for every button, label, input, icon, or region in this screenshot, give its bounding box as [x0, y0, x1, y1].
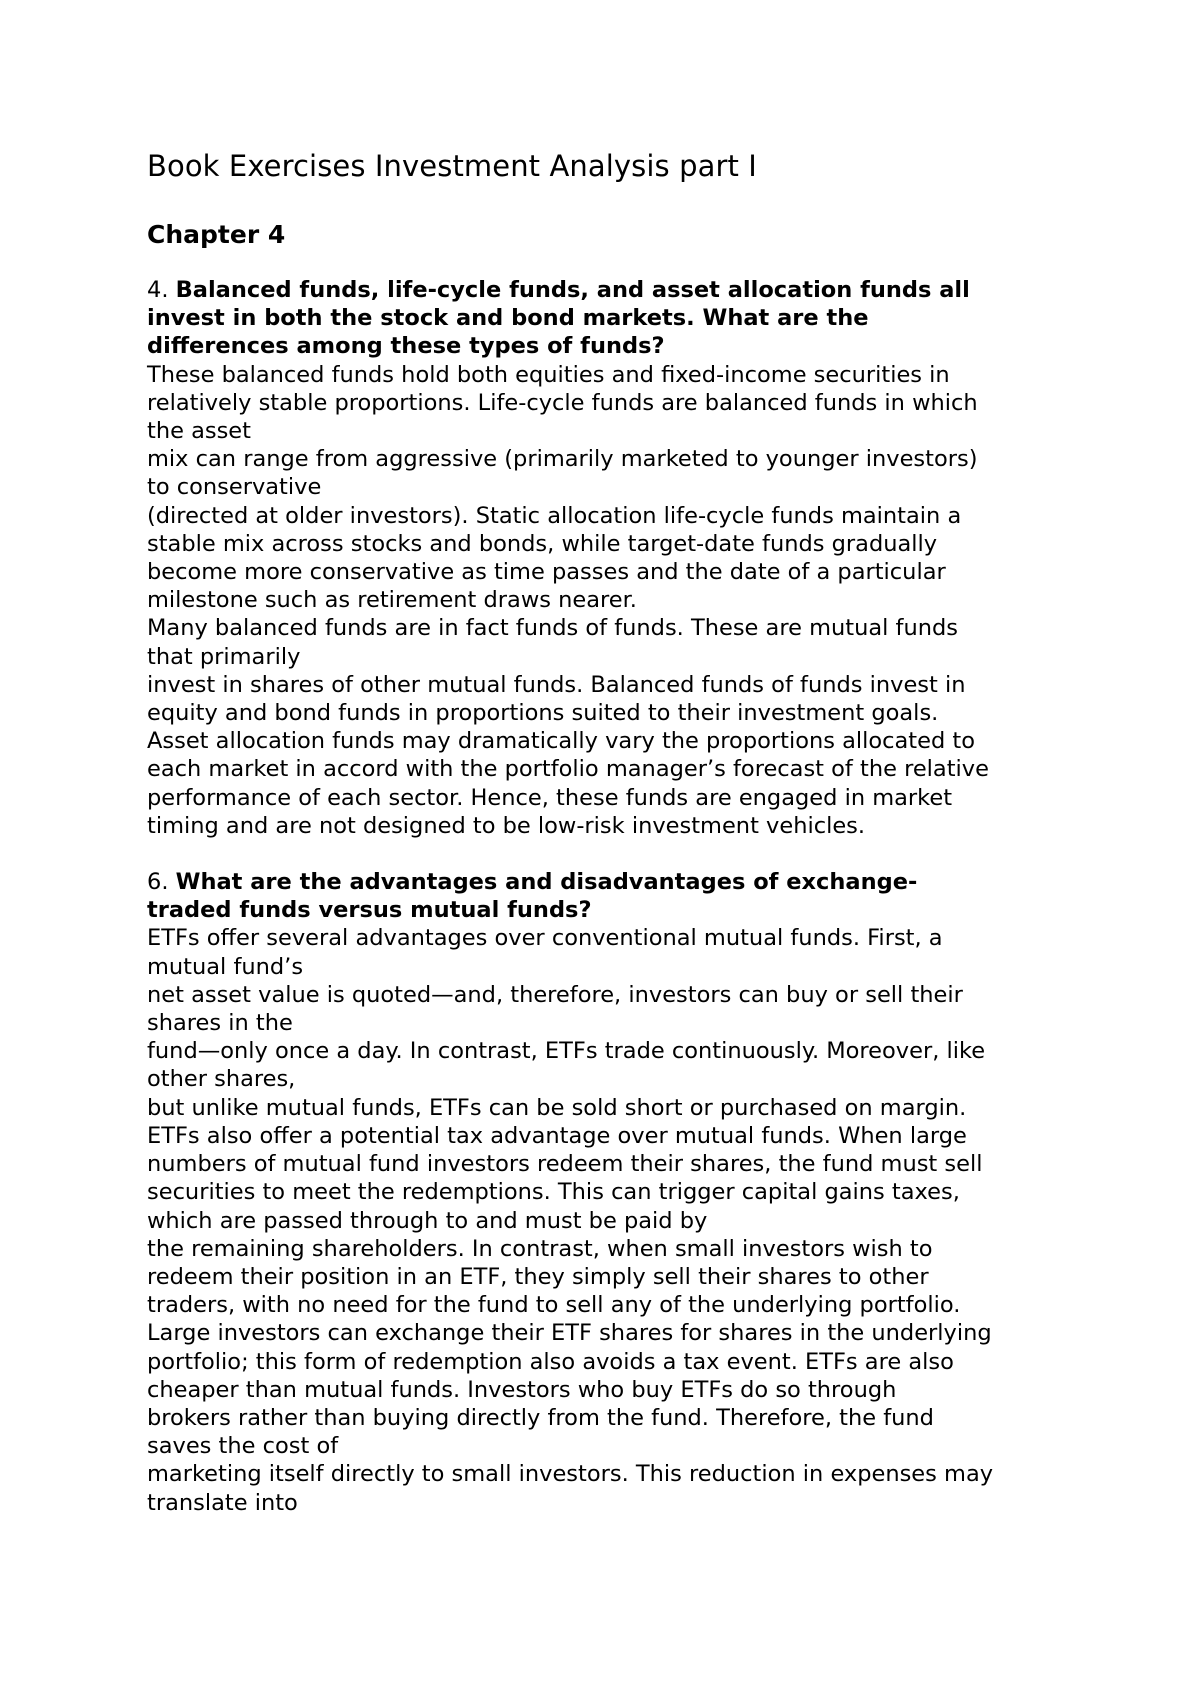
answer-line: These balanced funds hold both equities and fixed-income securities in — [147, 361, 950, 388]
question-section-4 — [147, 276, 1087, 840]
answer-line: stable mix across stocks and bonds, while target-date funds gradually — [147, 530, 938, 557]
answer-line: timing and are not designed to be low-risk investment vehicles. — [147, 812, 866, 839]
answer-line: ETFs offer several advantages over conventional mutual funds. First, a — [147, 925, 943, 952]
document-title: Book Exercises Investment Analysis part I — [147, 149, 757, 183]
question-4 — [147, 276, 1087, 361]
question-line: traded funds versus mutual funds? — [147, 897, 592, 924]
answer-4 — [147, 361, 1087, 840]
answer-line: redeem their position in an ETF, they simply sell their shares to other — [147, 1263, 929, 1290]
question-number: 4. — [147, 277, 176, 303]
answer-line: saves the cost of — [147, 1433, 339, 1460]
question-line: differences among these types of funds? — [147, 333, 665, 360]
answer-line: performance of each sector. Hence, these funds are engaged in market — [147, 784, 953, 811]
answer-line: become more conservative as time passes and the date of a particular — [147, 559, 946, 586]
question-text: What are the advantages and disadvantages of exchange- — [175, 869, 918, 896]
answer-line: translate into — [147, 1489, 298, 1516]
answer-line: brokers rather than buying directly from the fund. Therefore, the fund — [147, 1404, 934, 1431]
answer-line: to conservative — [147, 474, 322, 501]
answer-line: fund—only once a day. In contrast, ETFs trade continuously. Moreover, like — [147, 1038, 986, 1065]
answer-line: milestone such as retirement draws nearer. — [147, 587, 637, 614]
answer-line: the asset — [147, 418, 251, 445]
answer-line: net asset value is quoted—and, therefore, investors can buy or sell their — [147, 981, 963, 1008]
answer-line: cheaper than mutual funds. Investors who buy ETFs do so through — [147, 1376, 897, 1403]
answer-line: shares in the — [147, 1010, 293, 1037]
answer-line: (directed at older investors). Static allocation life-cycle funds maintain a — [147, 502, 962, 529]
answer-line: but unlike mutual funds, ETFs can be sold short or purchased on margin. — [147, 1094, 967, 1121]
answer-line: Large investors can exchange their ETF shares for shares in the underlying — [147, 1320, 992, 1347]
answer-line: mutual fund’s — [147, 953, 304, 980]
answer-line: the remaining shareholders. In contrast, when small investors wish to — [147, 1235, 933, 1262]
question-6 — [147, 868, 1087, 924]
answer-line: numbers of mutual fund investors redeem their shares, the fund must sell — [147, 1151, 983, 1178]
chapter-heading: Chapter 4 — [147, 220, 286, 249]
question-section-6 — [147, 868, 1087, 1517]
answer-6 — [147, 924, 1087, 1516]
question-text: Balanced funds, life-cycle funds, and asset allocation funds all — [175, 277, 970, 303]
answer-line: which are passed through to and must be paid by — [147, 1207, 708, 1234]
question-number: 6. — [147, 869, 176, 896]
answer-line: Asset allocation funds may dramatically vary the proportions allocated to — [147, 728, 975, 755]
answer-line: invest in shares of other mutual funds. Balanced funds of funds invest in — [147, 671, 966, 698]
answer-line: Many balanced funds are in fact funds of funds. These are mutual funds — [147, 615, 958, 642]
answer-line: marketing itself directly to small investors. This reduction in expenses may — [147, 1461, 994, 1488]
answer-line: each market in accord with the portfolio manager’s forecast of the relative — [147, 756, 989, 783]
answer-line: securities to meet the redemptions. This can trigger capital gains taxes, — [147, 1179, 960, 1206]
answer-line: other shares, — [147, 1066, 296, 1093]
answer-line: that primarily — [147, 643, 301, 670]
question-line — [147, 868, 1087, 896]
answer-line: portfolio; this form of redemption also avoids a tax event. ETFs are also — [147, 1348, 954, 1375]
answer-line: traders, with no need for the fund to sell any of the underlying portfolio. — [147, 1292, 961, 1319]
question-line: invest in both the stock and bond markets. What are the — [147, 305, 869, 332]
answer-line: ETFs also offer a potential tax advantage over mutual funds. When large — [147, 1122, 967, 1149]
question-line — [147, 276, 1087, 304]
answer-line: relatively stable proportions. Life-cycle funds are balanced funds in which — [147, 389, 978, 416]
document-page — [147, 146, 1087, 1517]
answer-line: mix can range from aggressive (primarily marketed to younger investors) — [147, 446, 978, 473]
answer-line: equity and bond funds in proportions suited to their investment goals. — [147, 700, 939, 727]
